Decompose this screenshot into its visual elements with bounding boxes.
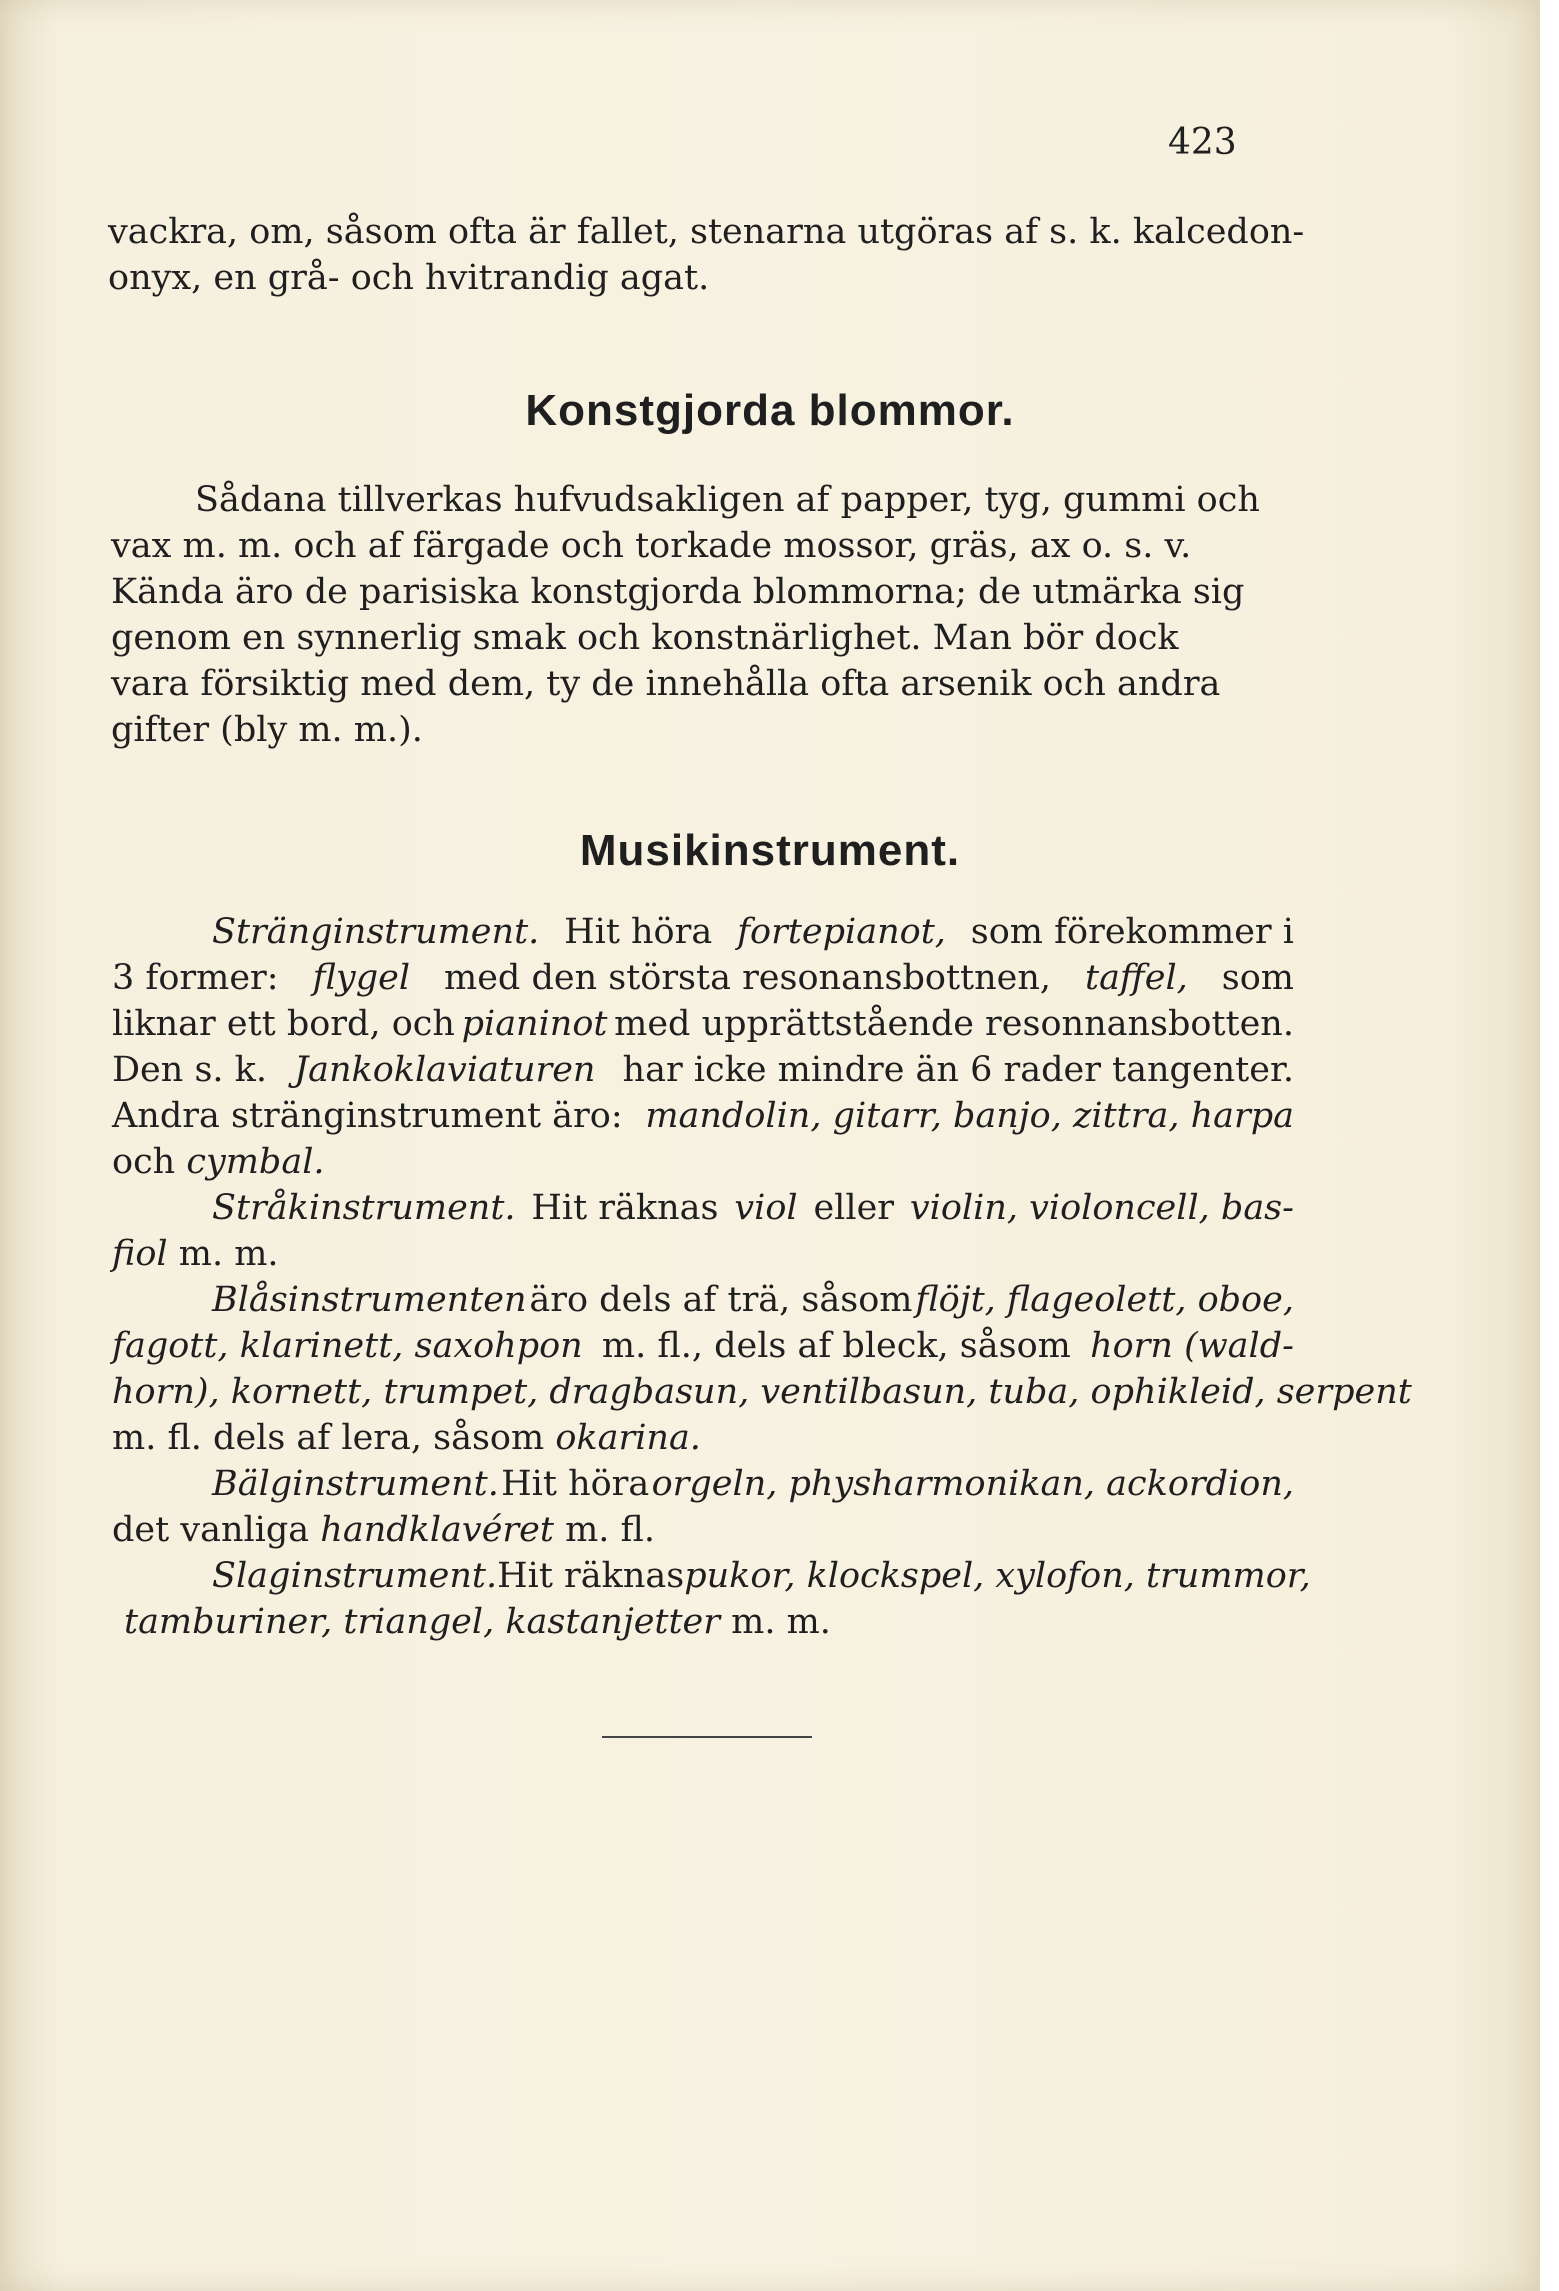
text-span: vackra, om, såsom ofta är fallet, stenarna utgöras af s. k. kalcedon- <box>108 212 1305 252</box>
text-span: har icke mindre än 6 rader tangenter. <box>622 1050 1294 1090</box>
text-span: orgeln, physharmonikan, ackordion, <box>651 1464 1294 1504</box>
text-span: Hit höra <box>501 1464 650 1504</box>
section-divider <box>602 1736 812 1738</box>
text-span: horn), kornett, trumpet, dragbasun, ventilbasun, tuba, ophikleid, serpent <box>112 1372 1412 1412</box>
text-line <box>112 1370 1412 1414</box>
text-span: med upprättstående resonnansbotten. <box>614 1004 1294 1044</box>
text-span: Den s. k. <box>112 1050 267 1090</box>
text-line: vax m. m. och af färgade och torkade mossor, gräs, ax o. s. v. <box>111 526 1192 566</box>
text-line <box>112 1416 701 1460</box>
text-span: violin, violoncell, bas- <box>909 1188 1294 1228</box>
page-number: 423 <box>1168 122 1237 163</box>
text-span: Slaginstrument. <box>212 1556 498 1596</box>
text-line <box>108 210 1305 254</box>
text-span: tamburiner, triangel, kastanjetter <box>124 1602 720 1642</box>
text-line <box>212 1186 1294 1230</box>
text-span: onyx, en grå- och hvitrandig agat. <box>108 258 710 298</box>
text-line <box>212 1462 1294 1506</box>
text-span: okarina. <box>555 1418 701 1458</box>
text-span: m. m. <box>731 1602 831 1642</box>
text-line <box>112 1140 325 1184</box>
text-span: taffel, <box>1085 958 1188 998</box>
text-line: gifter (bly m. m.). <box>111 710 423 750</box>
text-span: viol <box>734 1188 798 1228</box>
text-span: m. fl., dels af bleck, såsom <box>601 1326 1071 1366</box>
text-line <box>112 956 1294 1000</box>
text-span: fiol <box>112 1234 168 1274</box>
text-span: handklavéret <box>320 1510 554 1550</box>
text-line <box>112 1094 1294 1138</box>
text-line: vara försiktig med dem, ty de innehålla ofta arsenik och andra <box>111 664 1221 704</box>
text-line <box>124 1600 831 1644</box>
text-span: Hit höra <box>564 912 713 952</box>
text-span: flöjt, flageolett, oboe, <box>915 1280 1294 1320</box>
text-span: Stråkinstrument. <box>212 1188 516 1228</box>
text-span: det vanliga <box>112 1510 310 1550</box>
text-line <box>112 1324 1294 1368</box>
text-span: pianinot <box>461 1004 608 1044</box>
text-span: liknar ett bord, och <box>112 1004 455 1044</box>
text-span: fortepianot, <box>737 912 946 952</box>
text-span: m. m. <box>178 1234 279 1274</box>
text-span: 3 former: <box>112 958 279 998</box>
text-line <box>212 1554 1311 1598</box>
text-line <box>212 1278 1294 1322</box>
text-line <box>112 1232 279 1276</box>
text-span: eller <box>813 1188 895 1228</box>
text-span: pukor, klockspel, xylofon, trummor, <box>684 1556 1311 1596</box>
text-span: som förekommer i <box>970 912 1294 952</box>
text-line: Sådana tillverkas hufvudsakligen af papper, tyg, gummi och <box>195 480 1260 520</box>
text-line <box>108 256 709 300</box>
text-span: äro dels af trä, såsom <box>529 1280 913 1320</box>
text-span: Bälginstrument. <box>212 1464 499 1504</box>
text-span: Stränginstrument. <box>212 912 540 952</box>
text-span: som <box>1221 958 1294 998</box>
section-heading-konstgjorda-blommor: Konstgjorda blommor. <box>525 386 1015 435</box>
text-span: med den största resonansbottnen, <box>444 958 1051 998</box>
section-heading-musikinstrument: Musikinstrument. <box>579 826 961 875</box>
text-span: m. fl. dels af lera, såsom <box>112 1418 545 1458</box>
text-span: Hit räknas <box>531 1188 719 1228</box>
text-span: cymbal. <box>186 1142 325 1182</box>
text-span: flygel <box>312 958 411 998</box>
text-line <box>112 1048 1294 1092</box>
text-span: mandolin, gitarr, banjo, zittra, harpa <box>645 1096 1294 1136</box>
text-span: m. fl. <box>565 1510 655 1550</box>
text-line <box>112 1002 1294 1046</box>
text-span: Blåsinstrumenten <box>212 1280 527 1320</box>
text-line <box>112 1508 655 1552</box>
text-line: Kända äro de parisiska konstgjorda blommorna; de utmärka sig <box>111 572 1245 612</box>
text-line <box>212 910 1294 954</box>
text-span: horn (wald- <box>1090 1326 1294 1366</box>
text-span: fagott, klarinett, saxohpon <box>112 1326 583 1366</box>
text-span: och <box>112 1142 176 1182</box>
text-span: Jankoklaviaturen <box>294 1050 596 1090</box>
text-span: Andra stränginstrument äro: <box>112 1096 623 1136</box>
text-line: genom en synnerlig smak och konstnärlighet. Man bör dock <box>111 618 1179 658</box>
text-span: Hit räknas <box>497 1556 685 1596</box>
